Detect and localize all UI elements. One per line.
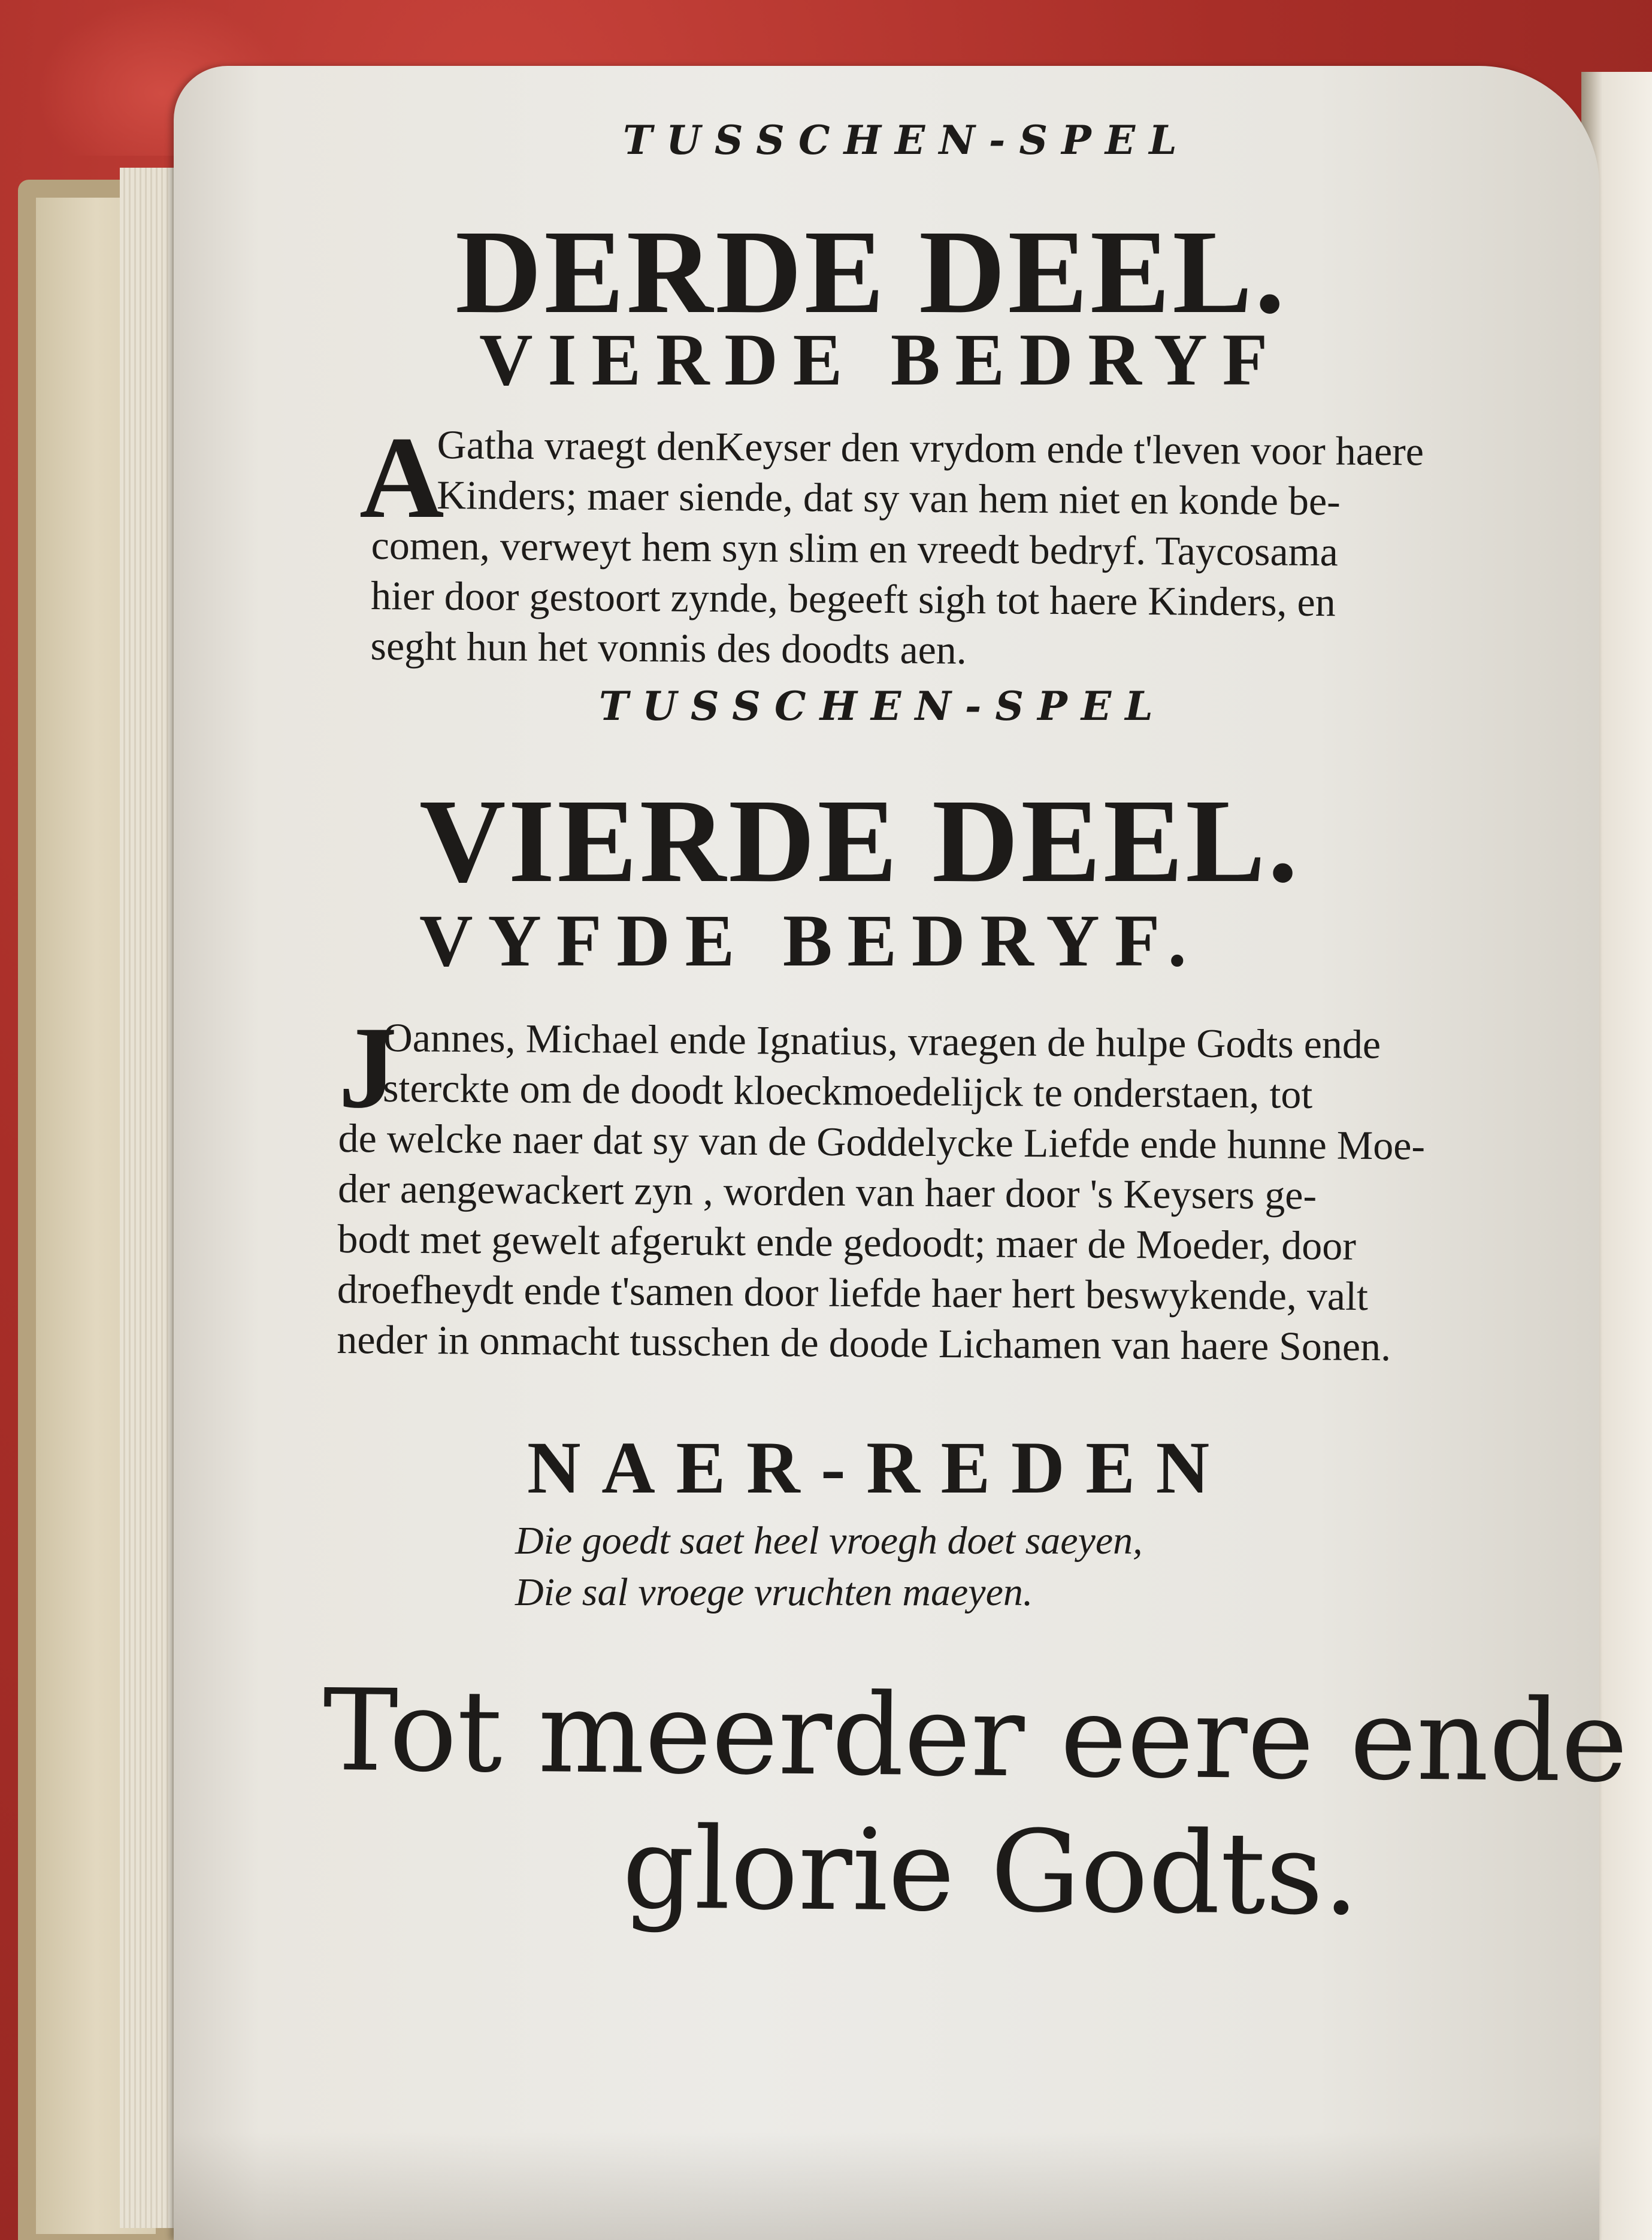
paragraph-2-line-4: der aengewackert zyn , worden van haer door 's Keysers ge- — [337, 1165, 1317, 1218]
epilogue-verse — [515, 1515, 1143, 1618]
paragraph-2-line-6: droefheydt ende t'samen door liefde haer hert beswykende, valt — [337, 1266, 1369, 1319]
paragraph-section-2 — [383, 1012, 1381, 1120]
paragraph-2-line-7: neder in onmacht tusschen de doode Lichamen van haere Sonen. — [337, 1316, 1391, 1370]
closing-line-1: Tot meerder eere ende — [322, 1665, 1629, 1808]
part-title-vierde-deel: VIERDE DEEL. — [419, 775, 1300, 907]
page-bottom-shadow — [174, 2132, 1599, 2240]
verse-line-2: Die sal vroege vruchten maeyen. — [515, 1570, 1033, 1614]
act-title-vyfde-bedryf: VYFDE BEDRYF. — [419, 900, 1202, 982]
interlude-heading-2: TUSSCHEN-SPEL — [599, 683, 1167, 729]
dropcap-a: A — [359, 413, 444, 543]
paragraph-2-line-3: de welcke naer dat sy van de Goddelycke Liefde ende hunne Moe- — [338, 1115, 1426, 1169]
paragraph-1-line-4: hier door gestoort zynde, begeeft sigh tot haere Kinders, en — [370, 572, 1336, 625]
dropcap-j: J — [338, 1003, 397, 1133]
paragraph-2-line-5: bodt met gewelt afgerukt ende gedoodt; maer de Moeder, door — [337, 1215, 1357, 1269]
paragraph-section-1-cont — [370, 520, 1338, 677]
paragraph-2-line-1: Oannes, Michael ende Ignatius, vraegen de hulpe Godts ende — [383, 1014, 1381, 1067]
paragraph-section-1 — [437, 419, 1424, 526]
closing-line-2: glorie Godts. — [622, 1803, 1360, 1941]
epilogue-heading: NAER-REDEN — [527, 1427, 1230, 1509]
paragraph-1-line-3: comen, verweyt hem syn slim en vreedt bedryf. Taycosama — [371, 522, 1339, 575]
paragraph-section-2-cont — [337, 1113, 1425, 1372]
act-title-vierde-bedryf: VIERDE BEDRYF — [479, 319, 1283, 401]
paragraph-2-line-2: sterckte om de doodt kloeckmoedelijck te onderstaen, tot — [382, 1064, 1313, 1117]
paragraph-1-line-5: seght hun het vonnis des doodts aen. — [370, 622, 967, 673]
paragraph-1-line-1: Gatha vraegt denKeyser den vrydom ende t'leven voor haere — [437, 421, 1424, 474]
paragraph-1-line-2: Kinders; maer siende, dat sy van hem niet en konde be- — [436, 471, 1341, 524]
verse-line-1: Die goedt saet heel vroegh doet saeyen, — [515, 1519, 1143, 1563]
part-title-derde-deel: DERDE DEEL. — [455, 206, 1287, 338]
interlude-heading-1: TUSSCHEN-SPEL — [623, 117, 1191, 164]
